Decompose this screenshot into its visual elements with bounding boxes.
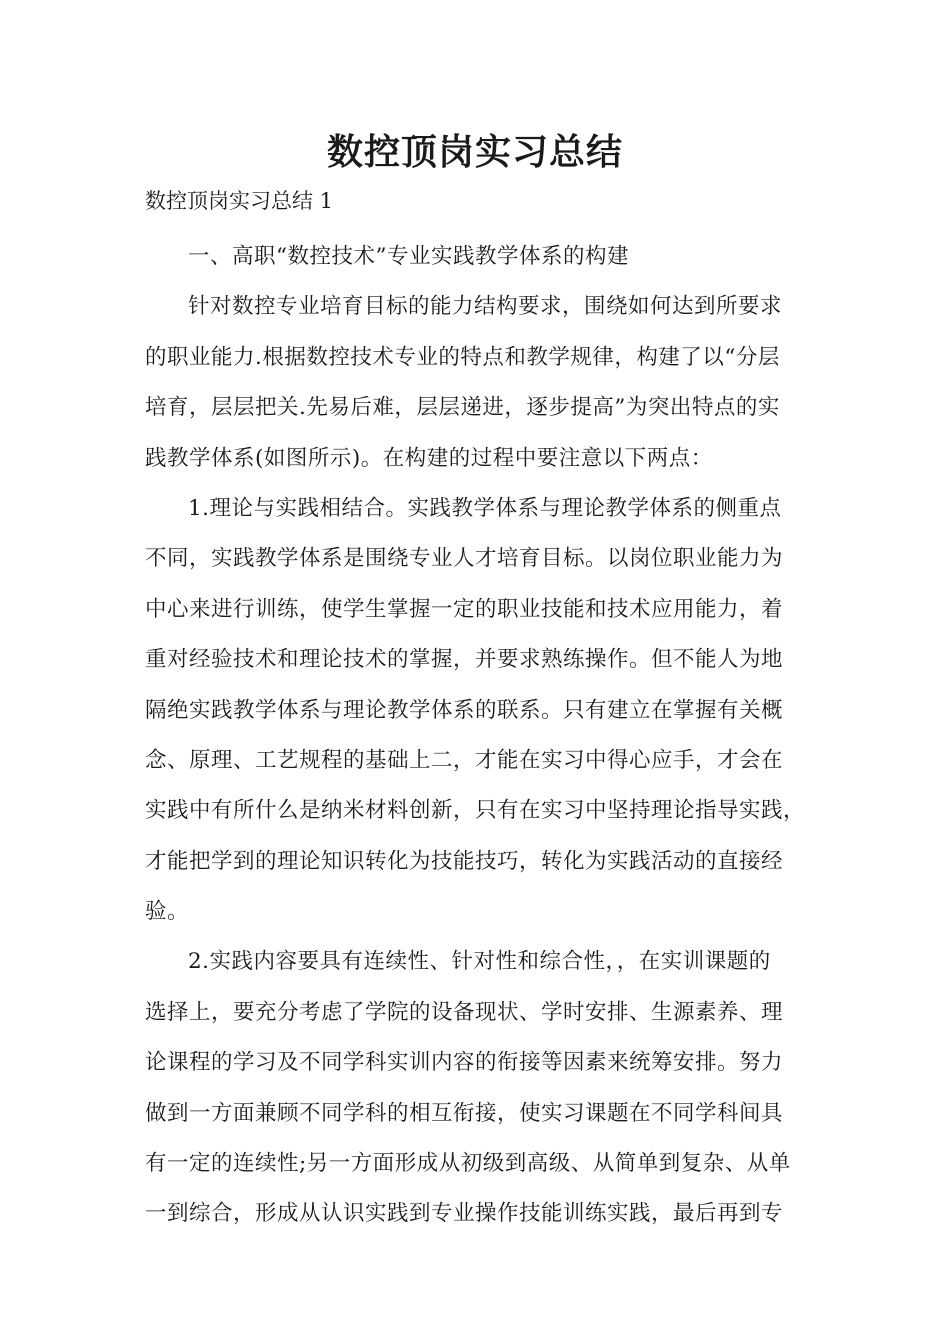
paragraph-line: 1.理论与实践相结合。实践教学体系与理论教学体系的侧重点 <box>188 495 782 521</box>
paragraph-line: 一到综合，形成从认识实践到专业操作技能训练实践，最后再到专 <box>145 1201 784 1227</box>
paragraph-line: 做到一方面兼顾不同学科的相互衔接，使实习课题在不同学科间具 <box>145 1100 784 1126</box>
section-heading: 一、高职“数控技术”专业实践教学体系的构建 <box>188 244 629 269</box>
document-title: 数控顶岗实习总结 <box>326 131 623 173</box>
paragraph-line: 的职业能力.根据数控技术专业的特点和教学规律，构建了以“分层 <box>145 344 780 370</box>
paragraph-line: 验。 <box>145 899 190 925</box>
document-body <box>145 232 825 1240</box>
paragraph-line: 论课程的学习及不同学科实训内容的衔接等因素来统筹安排。努力 <box>145 1050 784 1076</box>
paragraph-line: 践教学体系(如图所示)。在构建的过程中要注意以下两点： <box>145 445 713 471</box>
paragraph-line: 针对数控专业培育目标的能力结构要求，围绕如何达到所要求 <box>188 294 783 320</box>
paragraph-line: 实践中有所什么是纳米材料创新，只有在实习中坚持理论指导实践， <box>145 798 806 824</box>
paragraph-line: 隔绝实践教学体系与理论教学体系的联系。只有建立在掌握有关概 <box>145 697 784 723</box>
paragraph-line: 选择上，要充分考虑了学院的设备现状、学时安排、生源素养、理 <box>145 999 784 1025</box>
paragraph-line: 不同，实践教学体系是围绕专业人才培育目标。以岗位职业能力为 <box>145 546 784 572</box>
document-subtitle: 数控顶岗实习总结 1 <box>145 189 334 213</box>
paragraph-line: 2.实践内容要具有连续性、针对性和综合性，，在实训课题的 <box>188 949 771 975</box>
paragraph-line: 念、原理、工艺规程的基础上二，才能在实习中得心应手，才会在 <box>145 747 784 773</box>
paragraph-line: 培育，层层把关.先易后难，层层递进，逐步提高”为突出特点的实 <box>145 395 780 421</box>
paragraph-line: 有一定的连续性;另一方面形成从初级到高级、从简单到复杂、从单 <box>145 1151 791 1177</box>
paragraph-line: 才能把学到的理论知识转化为技能技巧，转化为实践活动的直接经 <box>145 848 784 874</box>
paragraph-line: 中心来进行训练，使学生掌握一定的职业技能和技术应用能力，着 <box>145 596 784 622</box>
paragraph-line: 重对经验技术和理论技术的掌握，并要求熟练操作。但不能人为地 <box>145 647 784 673</box>
